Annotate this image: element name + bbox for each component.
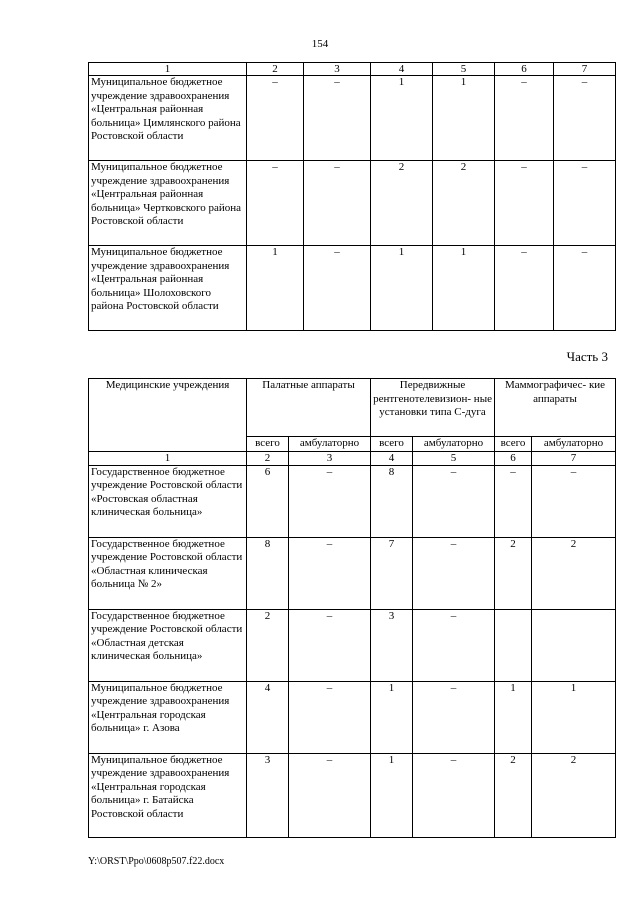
cell-value: –	[289, 609, 371, 681]
institution-name: Государственное бюджетное учреждение Ростовской области «Ростовская областная клиническая больница»	[89, 465, 247, 537]
table-row	[89, 753, 616, 837]
cell-value: 1	[433, 246, 495, 331]
cell-value: 1	[433, 76, 495, 161]
institution-name: Муниципальное бюджетное учреждение здравоохранения «Центральная районная больница» Шолоховского района Ростовской области	[89, 246, 247, 331]
cell-value: 2	[495, 537, 532, 609]
table-row	[89, 76, 616, 161]
header-mammography: Маммографичес- кие аппараты	[495, 379, 616, 437]
header-institutions: Медицинские учреждения	[89, 379, 247, 452]
cell-value: 1	[371, 246, 433, 331]
col-number: 4	[371, 63, 433, 76]
page-number: 154	[311, 38, 329, 50]
col-number: 1	[89, 63, 247, 76]
cell-value: 1	[532, 681, 616, 753]
cell-value: 1	[371, 753, 413, 837]
cell-value: –	[495, 76, 554, 161]
header-mobile-c-arm: Передвижные рентгенотелевизион- ные установки типа С-дуга	[371, 379, 495, 437]
cell-value: –	[532, 465, 616, 537]
cell-value: –	[495, 465, 532, 537]
table-part-2-continuation	[88, 62, 616, 331]
cell-value: –	[554, 161, 616, 246]
subheader-outpatient: амбулаторно	[413, 437, 495, 452]
cell-value: –	[304, 246, 371, 331]
cell-value: 2	[532, 537, 616, 609]
cell-value: 6	[247, 465, 289, 537]
institution-name: Государственное бюджетное учреждение Ростовской области «Областная клиническая больница № 2»	[89, 537, 247, 609]
cell-value: 7	[371, 537, 413, 609]
col-number: 5	[413, 451, 495, 465]
cell-value: 2	[532, 753, 616, 837]
subheader-outpatient: амбулаторно	[532, 437, 616, 452]
cell-value: –	[289, 465, 371, 537]
cell-value: 4	[247, 681, 289, 753]
subheader-total: всего	[371, 437, 413, 452]
cell-value: 3	[247, 753, 289, 837]
cell-value: 1	[495, 681, 532, 753]
table-row	[89, 161, 616, 246]
part-label: Часть 3	[566, 349, 608, 364]
table1-column-numbers	[89, 63, 616, 76]
col-number: 6	[495, 63, 554, 76]
institution-name: Государственное бюджетное учреждение Ростовской области «Областная детская клиническая больница»	[89, 609, 247, 681]
col-number: 4	[371, 451, 413, 465]
cell-value: 2	[247, 609, 289, 681]
institution-name: Муниципальное бюджетное учреждение здравоохранения «Центральная районная больница» Цимлянского района Ростовской области	[89, 76, 247, 161]
table-part-3	[88, 378, 616, 838]
table-row	[89, 609, 616, 681]
cell-value	[495, 609, 532, 681]
cell-value: 2	[371, 161, 433, 246]
cell-value: –	[413, 753, 495, 837]
cell-value: –	[289, 753, 371, 837]
header-row	[89, 379, 616, 437]
table2-column-numbers	[89, 451, 616, 465]
col-number: 5	[433, 63, 495, 76]
cell-value: –	[304, 76, 371, 161]
cell-value: –	[495, 246, 554, 331]
subheader-total: всего	[495, 437, 532, 452]
table-row	[89, 465, 616, 537]
header-ward-devices: Палатные аппараты	[247, 379, 371, 437]
cell-value: –	[247, 76, 304, 161]
cell-value: –	[247, 161, 304, 246]
cell-value: 1	[371, 76, 433, 161]
cell-value: –	[554, 76, 616, 161]
col-number: 2	[247, 451, 289, 465]
table-row	[89, 681, 616, 753]
table-row	[89, 246, 616, 331]
col-number: 3	[304, 63, 371, 76]
cell-value: –	[413, 465, 495, 537]
subheader-total: всего	[247, 437, 289, 452]
cell-value: 1	[371, 681, 413, 753]
institution-name: Муниципальное бюджетное учреждение здравоохранения «Центральная районная больница» Чертковского района Ростовской области	[89, 161, 247, 246]
cell-value: 2	[433, 161, 495, 246]
cell-value: 3	[371, 609, 413, 681]
file-path-footer: Y:\ORST\Ppo\0608p507.f22.docx	[88, 856, 225, 867]
col-number: 3	[289, 451, 371, 465]
col-number: 6	[495, 451, 532, 465]
cell-value: 2	[495, 753, 532, 837]
col-number: 7	[532, 451, 616, 465]
institution-name: Муниципальное бюджетное учреждение здравоохранения «Центральная городская больница» г. Батайска Ростовской области	[89, 753, 247, 837]
cell-value: –	[413, 537, 495, 609]
cell-value: –	[304, 161, 371, 246]
cell-value: 8	[247, 537, 289, 609]
col-number: 2	[247, 63, 304, 76]
cell-value: –	[554, 246, 616, 331]
cell-value: –	[289, 537, 371, 609]
cell-value: –	[495, 161, 554, 246]
col-number: 1	[89, 451, 247, 465]
subheader-outpatient: амбулаторно	[289, 437, 371, 452]
table-row	[89, 537, 616, 609]
col-number: 7	[554, 63, 616, 76]
cell-value: –	[413, 681, 495, 753]
cell-value: –	[289, 681, 371, 753]
cell-value	[532, 609, 616, 681]
cell-value: –	[413, 609, 495, 681]
cell-value: 8	[371, 465, 413, 537]
cell-value: 1	[247, 246, 304, 331]
institution-name: Муниципальное бюджетное учреждение здравоохранения «Центральная городская больница» г. Азова	[89, 681, 247, 753]
